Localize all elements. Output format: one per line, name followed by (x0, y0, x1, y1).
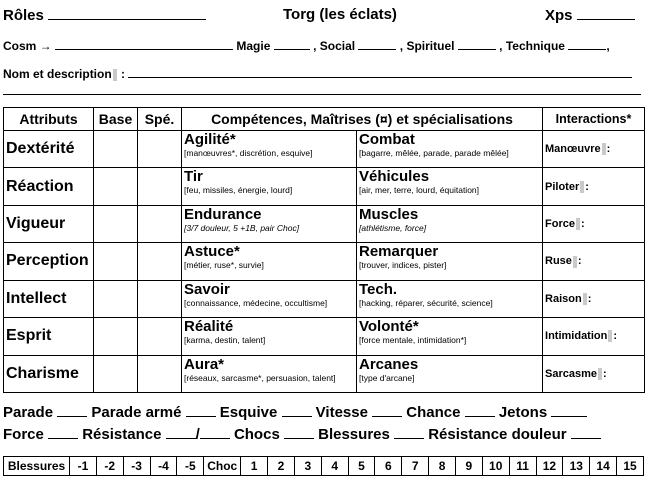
track-cell[interactable]: 7 (402, 457, 429, 476)
attribute-name: Réaction (4, 168, 94, 205)
table-row (4, 205, 645, 242)
social-label: , Social (313, 39, 356, 53)
esquive-field[interactable] (282, 403, 312, 417)
description-row (3, 64, 632, 81)
skill-cell[interactable] (182, 318, 357, 355)
track-cell[interactable]: 12 (536, 457, 563, 476)
spirituel-label: , Spirituel (399, 39, 455, 53)
skill-desc: [connaissance, médecine, occultisme] (184, 297, 328, 308)
technique-label: , Technique (499, 39, 565, 53)
skill-name: Aura* (184, 355, 225, 373)
technique-field[interactable] (568, 36, 606, 50)
cosm-field[interactable] (55, 36, 233, 50)
skill-name: Arcanes (359, 355, 419, 373)
track-cell[interactable]: 9 (455, 457, 482, 476)
table-row (4, 280, 645, 317)
base-cell[interactable] (94, 355, 138, 392)
track-cell[interactable]: -2 (96, 457, 123, 476)
interaction-cell[interactable]: Raison : (543, 280, 645, 317)
track-cell[interactable]: 11 (509, 457, 536, 476)
table-row (4, 355, 645, 392)
text-cursor (113, 69, 117, 81)
track-cell[interactable]: 14 (590, 457, 617, 476)
skill-desc: [réseaux, sarcasme*, persuasion, talent] (184, 372, 336, 383)
skill-desc: [feu, missiles, énergie, lourd] (184, 185, 293, 196)
force-label: Force (3, 426, 44, 443)
force-field[interactable] (48, 425, 78, 439)
base-cell[interactable] (94, 168, 138, 205)
header-competences: Compétences, Maîtrises (¤) et spécialisations (182, 108, 543, 131)
vitesse-label: Vitesse (315, 404, 368, 421)
table-row (4, 131, 645, 168)
skill-cell[interactable] (357, 205, 543, 242)
skill-cell[interactable] (182, 205, 357, 242)
attribute-name: Dextérité (4, 131, 94, 168)
skill-name: Savoir (184, 280, 230, 298)
parade-arme-label: Parade armé (91, 404, 182, 421)
description-field-line-2[interactable] (3, 81, 641, 95)
skill-cell[interactable] (182, 131, 357, 168)
description-colon: : (121, 67, 126, 81)
skill-desc: [manœuvres*, discrétion, esquive] (184, 148, 313, 158)
blessures-field[interactable] (394, 425, 424, 439)
spe-cell[interactable] (138, 131, 182, 168)
track-cell[interactable]: 2 (268, 457, 295, 476)
skill-desc: [bagarre, mêlée, parade, parade mêlée] (359, 148, 509, 158)
skill-name: Tir (184, 168, 203, 186)
skill-name: Tech. (359, 280, 398, 298)
resistance-field-1[interactable] (166, 425, 196, 439)
header-spe: Spé. (138, 108, 182, 131)
interaction-cell[interactable]: Sarcasme : (543, 355, 645, 392)
skill-name: Muscles (359, 205, 419, 223)
skill-desc: [force mentale, intimidation*] (359, 335, 467, 346)
base-cell[interactable] (94, 280, 138, 317)
blessures-track (3, 456, 644, 476)
interaction-name: Ruse (545, 255, 572, 268)
xps-field[interactable] (577, 6, 635, 20)
attribute-name: Esprit (4, 318, 94, 355)
interaction-cell[interactable]: Ruse : (543, 243, 645, 280)
skill-name: Remarquer (359, 243, 439, 261)
text-cursor (598, 368, 602, 380)
track-cell[interactable]: 3 (294, 457, 321, 476)
skill-name: Réalité (184, 318, 234, 336)
spe-cell[interactable] (138, 243, 182, 280)
base-cell[interactable] (94, 243, 138, 280)
interaction-cell[interactable]: Piloter : (543, 168, 645, 205)
track-cell[interactable]: 4 (321, 457, 348, 476)
stats-row-2 (3, 425, 601, 443)
description-field[interactable] (128, 64, 632, 78)
skill-cell[interactable] (357, 355, 543, 392)
skill-desc: [trouver, indices, pister] (359, 260, 447, 271)
spe-cell[interactable] (138, 205, 182, 242)
description-label: Nom et description (3, 67, 112, 81)
track-cell[interactable]: 13 (563, 457, 590, 476)
blessures-label: Blessures (318, 426, 390, 443)
xps-row (545, 6, 635, 24)
skill-cell[interactable] (182, 280, 357, 317)
skill-name: Astuce* (184, 243, 240, 261)
resistance-field-2[interactable] (200, 425, 230, 439)
cosm-label: Cosm → (3, 39, 52, 53)
text-cursor (602, 143, 606, 155)
skill-desc: [type d'arcane] (359, 372, 415, 383)
table-row (4, 318, 645, 355)
skill-desc: [3/7 douleur, 5 +1B, pair Choc] (184, 222, 300, 233)
roles-label: Rôles (3, 7, 44, 24)
spe-cell[interactable] (138, 355, 182, 392)
attribute-name: Charisme (4, 355, 94, 392)
base-cell[interactable] (94, 205, 138, 242)
interaction-cell[interactable]: Force : (543, 205, 645, 242)
interaction-name: Piloter (545, 180, 580, 193)
track-cell[interactable]: -1 (70, 457, 97, 476)
interaction-name: Intimidation (545, 330, 608, 343)
skill-cell[interactable] (357, 168, 543, 205)
parade-label: Parade (3, 404, 54, 421)
cosm-row (3, 36, 610, 53)
interaction-cell[interactable]: Manœuvre : (543, 131, 645, 168)
blessures-track-row (4, 457, 644, 476)
interaction-name: Force (545, 218, 575, 230)
spe-cell[interactable] (138, 168, 182, 205)
header-interactions: Interactions* (543, 108, 645, 131)
parade-arme-field[interactable] (186, 403, 216, 417)
text-cursor (580, 181, 584, 193)
track-cell[interactable]: -4 (150, 457, 177, 476)
jetons-field[interactable] (551, 403, 587, 417)
track-cell[interactable]: 1 (241, 457, 268, 476)
skill-cell[interactable] (182, 168, 357, 205)
base-cell[interactable] (94, 131, 138, 168)
attributes-table (3, 107, 645, 393)
interaction-name: Sarcasme (545, 367, 598, 380)
track-cell[interactable]: 5 (348, 457, 375, 476)
resistance-label: Résistance (82, 426, 162, 443)
header-attributs: Attributs (4, 108, 94, 131)
text-cursor (608, 330, 612, 342)
skill-desc: [hacking, réparer, sécurité, science] (359, 297, 493, 308)
attribute-name: Vigueur (4, 205, 94, 242)
table-row (4, 243, 645, 280)
esquive-label: Esquive (219, 404, 278, 421)
text-cursor (583, 293, 587, 305)
jetons-label: Jetons (498, 404, 548, 421)
vitesse-field[interactable] (372, 403, 402, 417)
interaction-name: Raison (545, 292, 582, 305)
magie-label: Magie (236, 39, 271, 53)
track-cell[interactable]: 8 (429, 457, 456, 476)
chance-label: Chance (406, 404, 461, 421)
resistance-slash: / (195, 426, 200, 443)
chance-field[interactable] (465, 403, 495, 417)
skill-cell[interactable] (357, 280, 543, 317)
trailing-comma: , (606, 39, 610, 53)
attribute-name: Intellect (4, 280, 94, 317)
resistance-douleur-field[interactable] (571, 425, 601, 439)
attribute-name: Perception (4, 243, 94, 280)
track-cell[interactable]: 10 (482, 457, 509, 476)
spe-cell[interactable] (138, 318, 182, 355)
skill-name: Agilité* (184, 131, 236, 148)
spirituel-field[interactable] (458, 36, 496, 50)
roles-field[interactable] (48, 6, 206, 20)
skill-cell[interactable] (357, 243, 543, 280)
chocs-field[interactable] (284, 425, 314, 439)
skill-desc: [karma, destin, talent] (184, 335, 266, 346)
skill-name: Volonté* (359, 318, 419, 336)
base-cell[interactable] (94, 318, 138, 355)
parade-field[interactable] (57, 403, 87, 417)
skill-cell[interactable] (357, 318, 543, 355)
interaction-cell[interactable]: Intimidation : (543, 318, 645, 355)
table-header-row (4, 108, 645, 131)
text-cursor (576, 218, 580, 230)
skill-name: Combat (359, 131, 415, 148)
track-cell[interactable]: 15 (617, 457, 644, 476)
resistance-douleur-label: Résistance douleur (428, 426, 567, 443)
skill-name: Endurance (184, 205, 262, 223)
xps-label: Xps (545, 7, 573, 24)
track-cell-choc[interactable]: Choc (204, 457, 241, 476)
header-base: Base (94, 108, 138, 131)
track-cell[interactable]: -5 (177, 457, 204, 476)
skill-cell[interactable] (357, 131, 543, 168)
track-cell[interactable]: -3 (123, 457, 150, 476)
chocs-label: Chocs (233, 426, 280, 443)
spe-cell[interactable] (138, 280, 182, 317)
interaction-name: Manœuvre (545, 143, 601, 156)
skill-cell[interactable] (182, 243, 357, 280)
skill-cell[interactable] (182, 355, 357, 392)
header-row (3, 6, 206, 24)
page-title: Torg (les éclats) (283, 6, 397, 23)
track-label: Blessures (4, 457, 70, 476)
social-field[interactable] (358, 36, 396, 50)
table-row (4, 168, 645, 205)
track-cell[interactable]: 6 (375, 457, 402, 476)
stats-row-1 (3, 403, 587, 421)
magie-field[interactable] (274, 36, 310, 50)
skill-desc: [air, mer, terre, lourd, équitation] (359, 185, 480, 196)
skill-desc: [métier, ruse*, survie] (184, 260, 264, 271)
text-cursor (573, 256, 577, 268)
skill-desc: [athlétisme, force] (359, 222, 427, 233)
skill-name: Véhicules (359, 168, 430, 186)
